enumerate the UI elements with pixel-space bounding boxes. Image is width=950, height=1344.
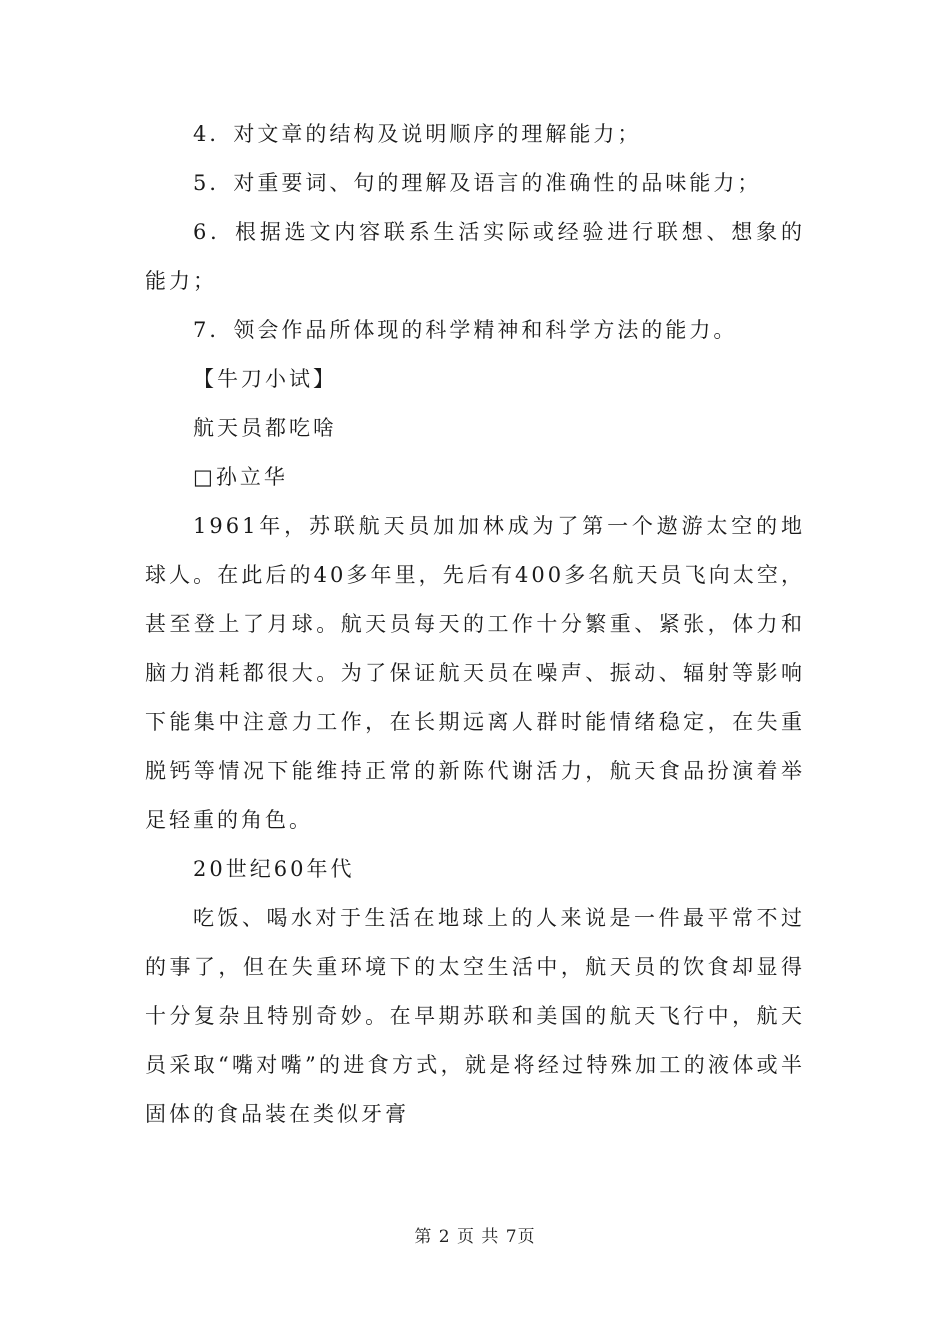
article-subheading: 20世纪60年代 bbox=[193, 857, 355, 881]
paragraph-item-4: 4．对文章的结构及说明顺序的理解能力； bbox=[193, 122, 642, 146]
section-heading: 【牛刀小试】 bbox=[193, 367, 337, 391]
paragraph-item-7: 7．领会作品所体现的科学精神和科学方法的能力。 bbox=[193, 318, 738, 342]
article-title: 航天员都吃啥 bbox=[193, 416, 337, 440]
document-body bbox=[145, 110, 805, 1139]
article-paragraph-intro: 1961年，苏联航天员加加林成为了第一个遨游太空的地球人。在此后的40多年里，先后有400多名航天员飞向太空，甚至登上了月球。航天员每天的工作十分繁重、紧张，体力和脑力消耗都很大。为了保证航天员在噪声、振动、辐射等影响下能集中注意力工作，在长期远离人群时能情绪稳定，在失重脱钙等情况下能维持正常的新陈代谢活力，航天食品扮演着举足轻重的角色。 bbox=[145, 514, 805, 832]
paragraph-item-5: 5．对重要词、句的理解及语言的准确性的品味能力； bbox=[193, 171, 762, 195]
article-author: □孙立华 bbox=[193, 465, 288, 489]
article-paragraph-eating: 吃饭、喝水对于生活在地球上的人来说是一件最平常不过的事了，但在失重环境下的太空生活中，航天员的饮食却显得十分复杂且特别奇妙。在早期苏联和美国的航天飞行中，航天员采取“嘴对嘴”的进食方式，就是将经过特殊加工的液体或半固体的食品装在类似牙膏 bbox=[145, 906, 805, 1126]
paragraph-item-6: 6．根据选文内容联系生活实际或经验进行联想、想象的能力； bbox=[145, 220, 805, 293]
page-footer: 第 2 页 共 7页 bbox=[414, 1227, 536, 1247]
